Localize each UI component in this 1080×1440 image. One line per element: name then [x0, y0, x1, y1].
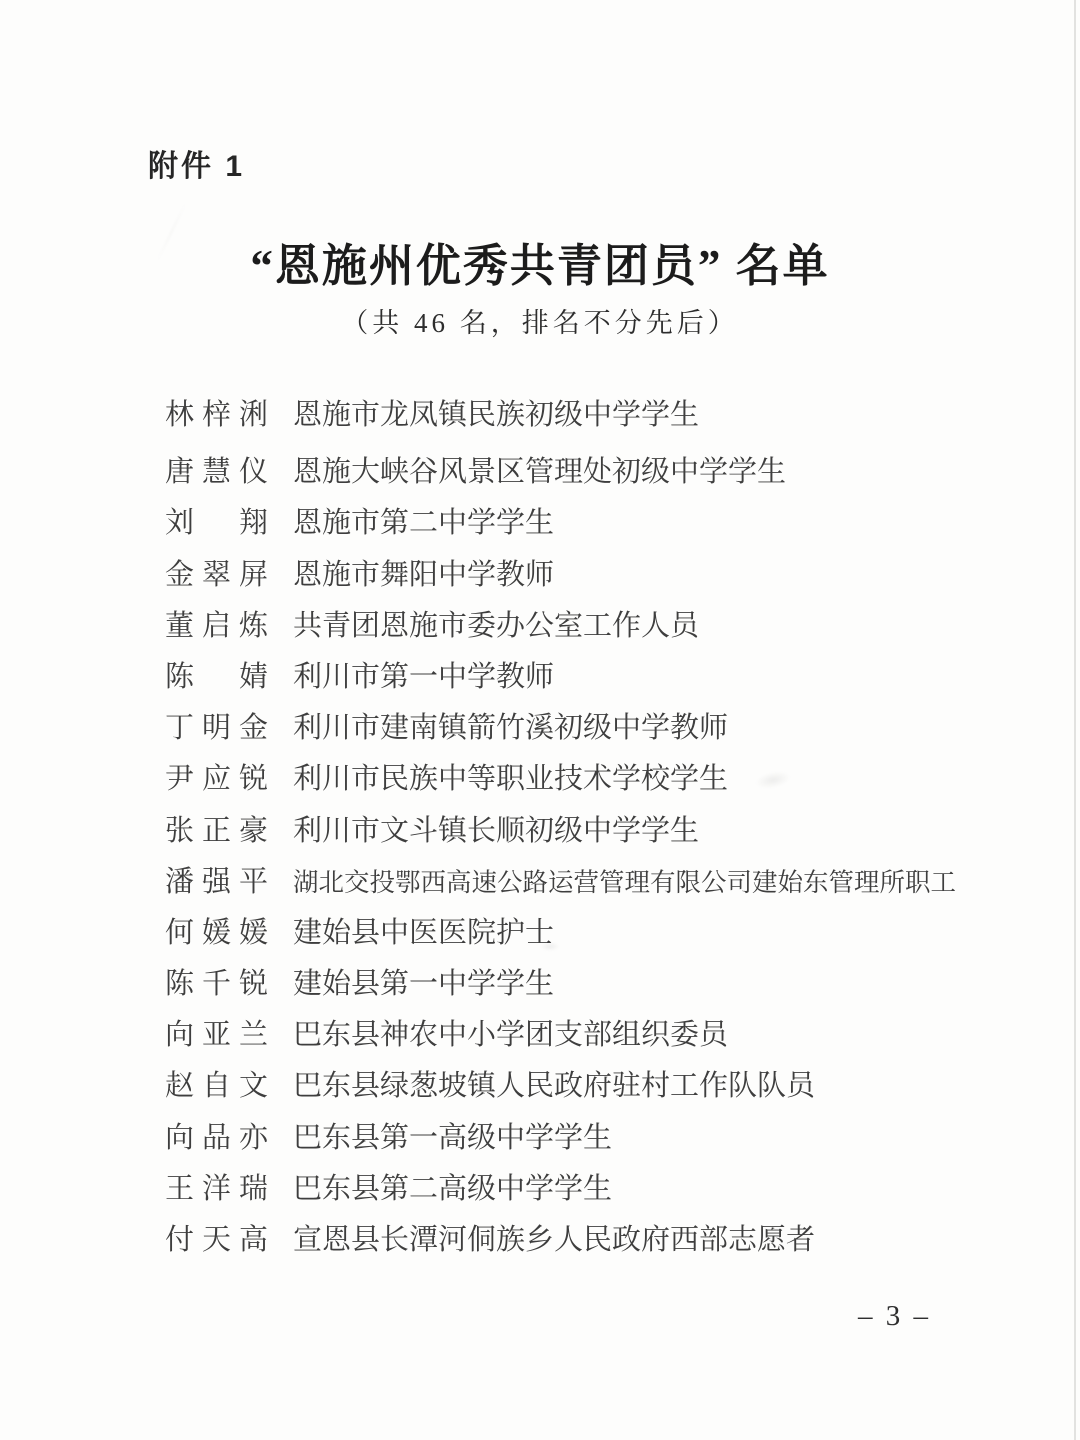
list-row [165, 806, 1050, 857]
list-row [165, 908, 1050, 959]
member-affiliation: 利川市文斗镇长顺初级中学学生 [293, 814, 700, 847]
member-affiliation: 利川市建南镇箭竹溪初级中学教师 [293, 712, 729, 745]
member-name: 张正豪 [165, 814, 268, 847]
member-name: 丁明金 [165, 712, 268, 745]
list-row [165, 1010, 1050, 1061]
member-affiliation: 巴东县第一高级中学学生 [293, 1121, 613, 1154]
member-name: 潘强平 [165, 865, 268, 898]
list-row [165, 857, 1050, 908]
member-affiliation: 利川市民族中等职业技术学校学生 [293, 763, 729, 796]
list-row [165, 390, 1050, 441]
list-row [165, 1215, 1050, 1266]
member-affiliation: 建始县第一中学学生 [293, 968, 555, 1001]
member-name: 陈千锐 [165, 968, 268, 1001]
member-affiliation: 巴东县绿葱坡镇人民政府驻村工作队队员 [293, 1070, 816, 1103]
list-row [165, 1164, 1050, 1215]
list-row [165, 959, 1050, 1010]
member-name: 向亚兰 [165, 1019, 268, 1052]
member-name: 王洋瑞 [165, 1172, 268, 1205]
attachment-label: 附件 1 [148, 150, 246, 183]
member-affiliation: 共青团恩施市委办公室工作人员 [293, 609, 700, 642]
member-name: 刘 翔 [165, 507, 268, 540]
member-affiliation: 恩施市舞阳中学教师 [293, 558, 555, 591]
member-affiliation: 巴东县第二高级中学学生 [293, 1172, 613, 1205]
member-affiliation: 宣恩县长潭河侗族乡人民政府西部志愿者 [293, 1224, 816, 1256]
member-name: 尹应锐 [165, 763, 268, 796]
page-subtitle: （共 46 名，排名不分先后） [341, 308, 739, 338]
member-name: 向品亦 [165, 1121, 268, 1154]
list-row [165, 601, 1050, 652]
member-name: 董启炼 [165, 609, 268, 642]
list-row [165, 550, 1050, 601]
member-name: 赵自文 [165, 1070, 268, 1103]
member-affiliation: 巴东县神农中小学团支部组织委员 [293, 1019, 729, 1052]
list-row [165, 754, 1050, 805]
member-affiliation: 湖北交投鄂西高速公路运营管理有限公司建始东管理所职工 [293, 867, 957, 897]
list-row [165, 447, 1050, 498]
list-row [165, 1061, 1050, 1112]
member-name: 何媛媛 [165, 916, 268, 949]
page-title: “恩施州优秀共青团员” 名单 [250, 241, 830, 291]
member-list [165, 390, 1050, 1266]
member-affiliation: 建始县中医医院护士 [293, 916, 555, 949]
member-name: 林梓浰 [165, 399, 268, 431]
page-number: – 3 – [858, 1300, 931, 1332]
member-affiliation: 恩施市第二中学学生 [293, 507, 555, 540]
list-row [165, 498, 1050, 549]
list-row [165, 1113, 1050, 1164]
list-row [165, 703, 1050, 754]
member-affiliation: 恩施市龙凤镇民族初级中学学生 [293, 399, 700, 431]
member-name: 陈 婧 [165, 660, 268, 693]
member-name: 唐慧仪 [165, 456, 268, 489]
member-name: 金翠屏 [165, 558, 268, 591]
member-affiliation: 利川市第一中学教师 [293, 660, 555, 693]
member-name: 付天高 [165, 1224, 268, 1256]
member-affiliation: 恩施大峡谷风景区管理处初级中学学生 [293, 456, 787, 489]
list-row [165, 652, 1050, 703]
scan-edge-line [1074, 0, 1076, 1440]
